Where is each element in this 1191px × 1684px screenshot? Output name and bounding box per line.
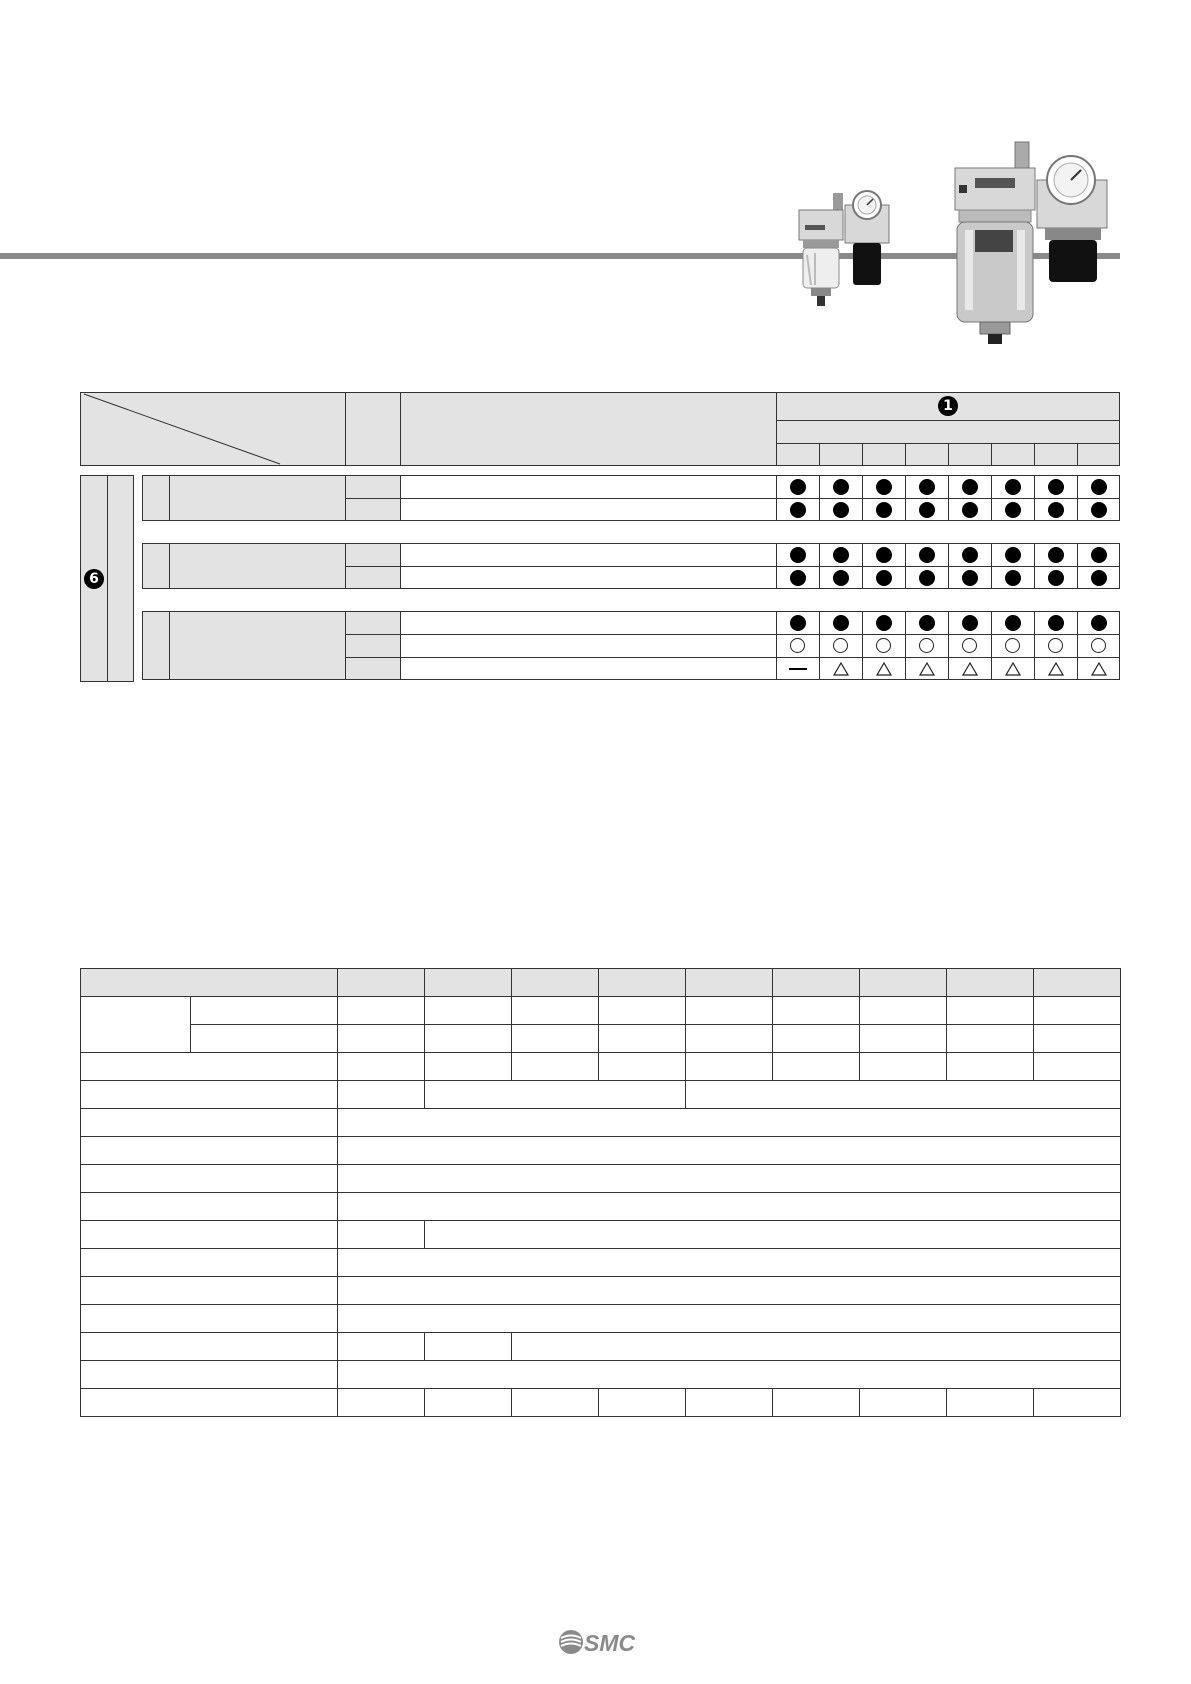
spec-row [81,1193,1121,1221]
spec-row [81,1109,1121,1137]
filled-circle-mark [876,615,892,631]
open-circle-mark [790,638,805,653]
filled-circle-mark [833,570,849,586]
filled-circle-mark [1048,479,1064,495]
spec-row [81,1249,1121,1277]
large-filter-regulator-image [945,140,1110,345]
header-diagonal-line [80,392,346,466]
options-table [80,392,1120,682]
column-divider [819,611,820,680]
spec-header-row [81,969,1121,997]
group-category-cell [142,543,170,589]
spec-row [81,997,1121,1025]
column-divider [862,543,863,589]
spec-row [81,1277,1121,1305]
spec-row [81,1361,1121,1389]
filled-circle-mark [1091,615,1107,631]
group-label-cell [169,611,346,680]
filled-circle-mark [962,547,978,563]
option-row-badge: 6 [84,569,104,589]
filled-circle-mark [919,570,935,586]
triangle-mark [1091,662,1107,676]
column-divider [991,543,992,589]
spec-row [81,1137,1121,1165]
filled-circle-mark [790,547,806,563]
header-column-divider [948,443,949,466]
header-column-divider [991,443,992,466]
filled-circle-mark [962,570,978,586]
column-divider [1034,543,1035,589]
filled-circle-mark [1048,547,1064,563]
column-divider [948,543,949,589]
filled-circle-mark [919,615,935,631]
triangle-mark [919,662,935,676]
filled-circle-mark [790,615,806,631]
column-divider [819,475,820,521]
filled-circle-mark [833,615,849,631]
header-column-divider [1077,443,1078,466]
group-category-cell [142,611,170,680]
dash-mark [789,668,807,670]
filled-circle-mark [833,502,849,518]
triangle-mark [1048,662,1064,676]
filled-circle-mark [1005,479,1021,495]
group-label-cell [169,543,346,589]
filled-circle-mark [790,570,806,586]
filled-circle-mark [833,479,849,495]
spec-row [81,1389,1121,1417]
open-circle-mark [833,638,848,653]
group-category-cell [142,475,170,521]
filled-circle-mark [790,502,806,518]
small-filter-regulator-image [795,185,910,315]
triangle-mark [962,662,978,676]
column-divider [819,543,820,589]
spec-row [81,1053,1121,1081]
filled-circle-mark [919,547,935,563]
column-divider [1077,611,1078,680]
header-column-divider [905,443,906,466]
column-divider [1077,543,1078,589]
group-symbol-cell [345,611,401,680]
spec-row [81,1333,1121,1361]
open-circle-mark [1091,638,1106,653]
options-header-symbol [345,392,401,466]
filled-circle-mark [876,479,892,495]
column-divider [1077,475,1078,521]
open-circle-mark [876,638,891,653]
column-divider [991,475,992,521]
filled-circle-mark [1005,547,1021,563]
filled-circle-mark [1005,615,1021,631]
column-divider [862,611,863,680]
spec-row [81,1025,1121,1053]
column-divider [948,475,949,521]
group-label-cell [169,475,346,521]
option-group-badge: 1 [938,396,958,416]
filled-circle-mark [1091,570,1107,586]
open-circle-mark [1005,638,1020,653]
filled-circle-mark [876,547,892,563]
row-divider [345,657,846,658]
column-divider [862,475,863,521]
filled-circle-mark [876,570,892,586]
triangle-mark [1005,662,1021,676]
header-column-divider [819,443,820,466]
open-circle-mark [919,638,934,653]
smc-logo [558,1627,638,1662]
spec-row [81,1221,1121,1249]
spec-row [81,1305,1121,1333]
filled-circle-mark [1005,502,1021,518]
column-divider [1034,475,1035,521]
row-divider [345,634,846,635]
filled-circle-mark [919,479,935,495]
filled-circle-mark [1048,615,1064,631]
filled-circle-mark [962,479,978,495]
filled-circle-mark [1091,502,1107,518]
open-circle-mark [1048,638,1063,653]
open-circle-mark [962,638,977,653]
filled-circle-mark [919,502,935,518]
header-column-divider [862,443,863,466]
filled-circle-mark [790,479,806,495]
column-divider [1034,611,1035,680]
row-divider [345,566,846,567]
column-divider [948,611,949,680]
filled-circle-mark [1048,570,1064,586]
spec-row [81,1165,1121,1193]
spec-row [81,1081,1121,1109]
triangle-mark [876,662,892,676]
filled-circle-mark [1048,502,1064,518]
filled-circle-mark [1005,570,1021,586]
row-divider [345,498,846,499]
filled-circle-mark [962,502,978,518]
header-column-divider [1034,443,1035,466]
filled-circle-mark [876,502,892,518]
triangle-mark [833,662,849,676]
filled-circle-mark [1091,479,1107,495]
svg-text:SMC: SMC [584,1630,636,1656]
column-divider [905,475,906,521]
specifications-table [80,968,1121,1417]
column-divider [991,611,992,680]
column-divider [905,611,906,680]
filled-circle-mark [962,615,978,631]
column-divider [905,543,906,589]
filled-circle-mark [1091,547,1107,563]
filled-circle-mark [833,547,849,563]
